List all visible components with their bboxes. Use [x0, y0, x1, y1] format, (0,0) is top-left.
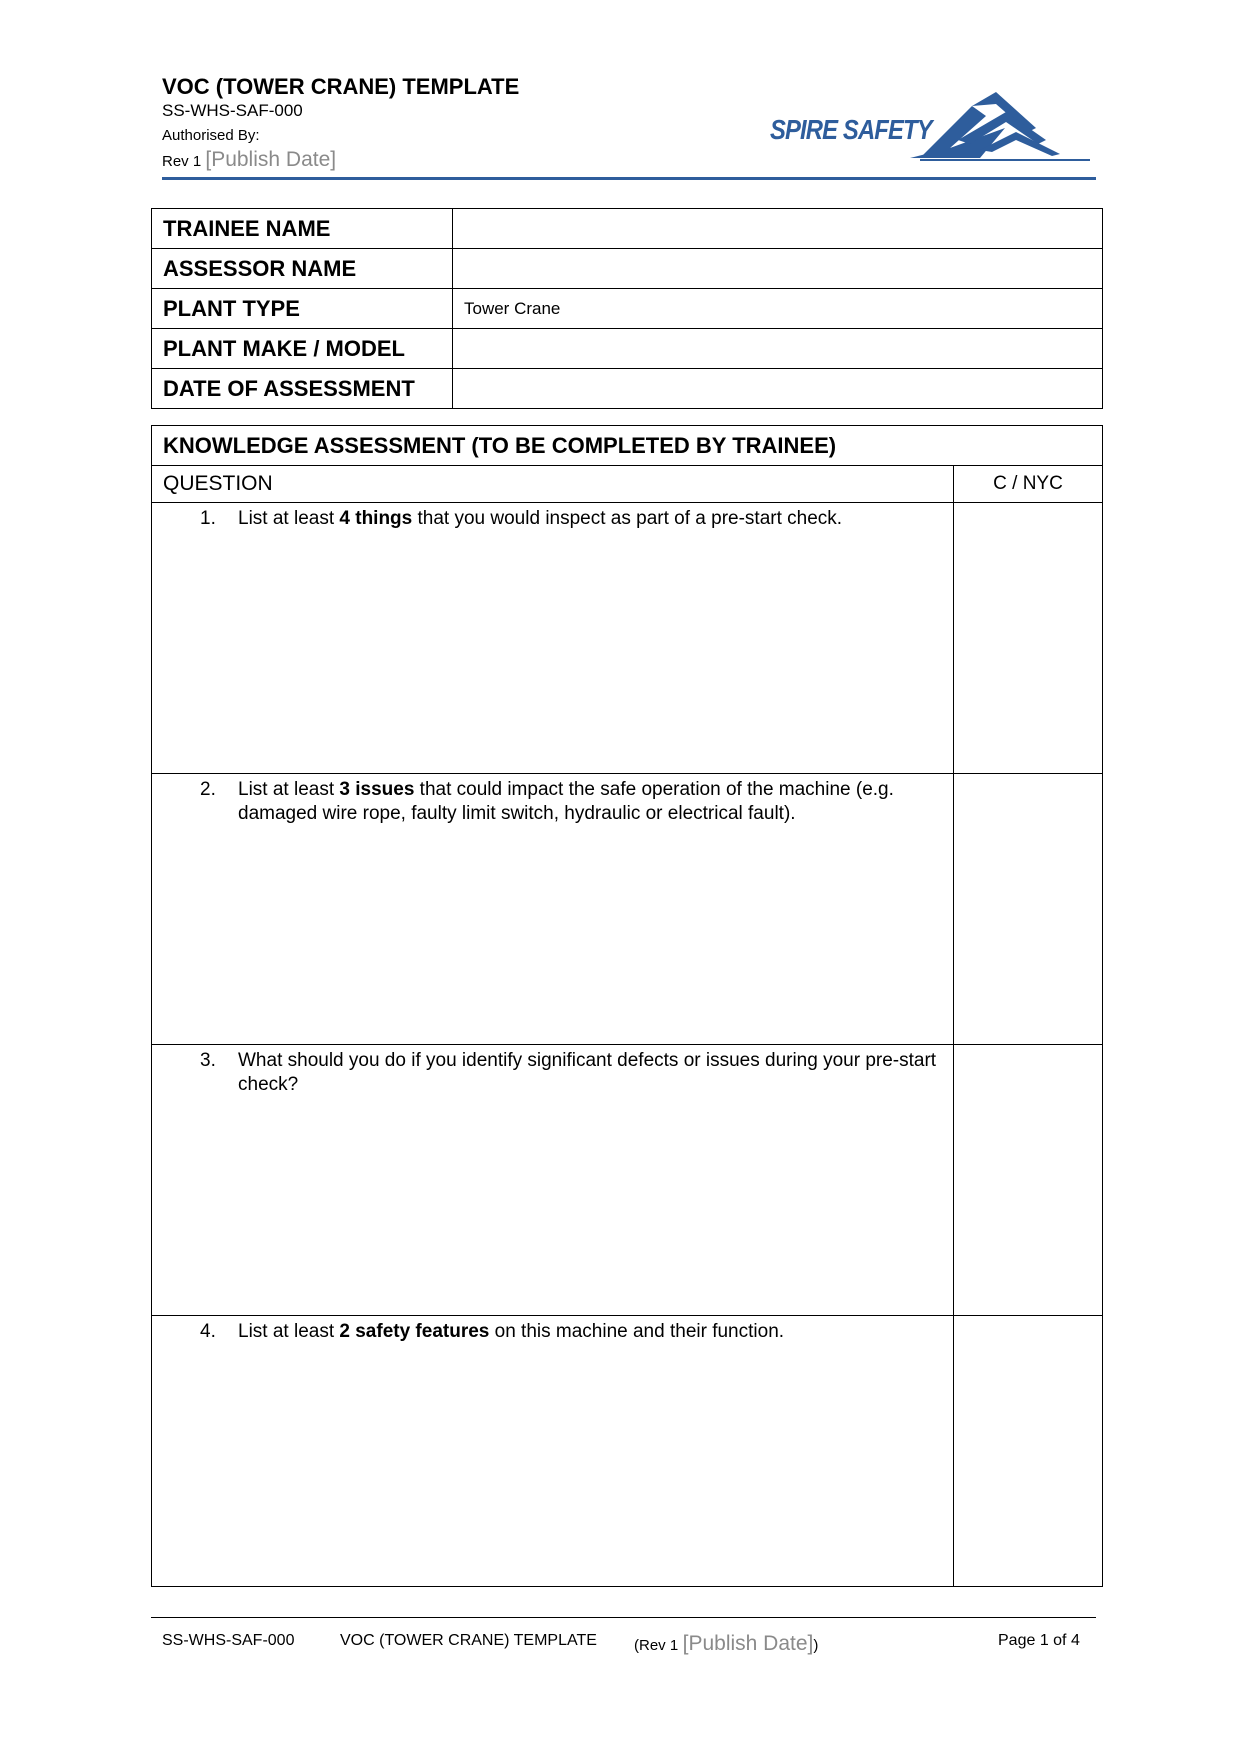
mountain-logo-icon	[910, 88, 1090, 162]
question-number: 2.	[200, 779, 216, 800]
plant-type-field[interactable]: Tower Crane	[453, 289, 1103, 329]
result-cell[interactable]	[954, 1316, 1103, 1587]
question-column-header: QUESTION	[152, 466, 954, 503]
knowledge-assessment-table	[151, 425, 1103, 1587]
table-row	[152, 249, 1103, 289]
question-number: 3.	[200, 1050, 216, 1071]
result-cell[interactable]	[954, 503, 1103, 774]
plant-type-label: PLANT TYPE	[152, 289, 453, 329]
table-row	[152, 1316, 1103, 1587]
question-cell[interactable]	[152, 503, 954, 774]
trainee-name-label: TRAINEE NAME	[152, 209, 453, 249]
question-number: 4.	[200, 1321, 216, 1342]
question-text: List at least 3 issues that could impact the safe operation of the machine (e.g. damaged wire rope, faulty limit switch, hydraulic or electrical fault).	[238, 779, 894, 824]
footer-title: VOC (TOWER CRANE) TEMPLATE	[340, 1632, 597, 1649]
revision-label: Rev 1	[162, 153, 202, 170]
question-cell[interactable]	[152, 1316, 954, 1587]
table-row	[152, 426, 1103, 466]
spire-safety-logo	[770, 88, 1090, 162]
table-row	[152, 329, 1103, 369]
date-of-assessment-field[interactable]	[453, 369, 1103, 409]
footer-revision	[634, 1632, 818, 1656]
result-column-header: C / NYC	[954, 466, 1103, 503]
result-cell[interactable]	[954, 1045, 1103, 1316]
table-row	[152, 369, 1103, 409]
table-row	[152, 209, 1103, 249]
footer-rev-open: (Rev 1	[634, 1637, 679, 1654]
authorised-by: Authorised By:	[162, 127, 260, 144]
question-cell[interactable]	[152, 774, 954, 1045]
table-row	[152, 1045, 1103, 1316]
assessor-name-field[interactable]	[453, 249, 1103, 289]
footer-publish-date: [Publish Date]	[682, 1632, 814, 1655]
assessor-name-label: ASSESSOR NAME	[152, 249, 453, 289]
question-text: What should you do if you identify significant defects or issues during your pre-start check?	[238, 1050, 937, 1095]
document-header	[162, 74, 519, 173]
trainee-info-table	[151, 208, 1103, 409]
result-cell[interactable]	[954, 774, 1103, 1045]
table-row	[152, 466, 1103, 503]
plant-make-model-label: PLANT MAKE / MODEL	[152, 329, 453, 369]
date-of-assessment-label: DATE OF ASSESSMENT	[152, 369, 453, 409]
trainee-name-field[interactable]	[453, 209, 1103, 249]
document-title: VOC (TOWER CRANE) TEMPLATE	[162, 74, 520, 99]
question-cell[interactable]	[152, 1045, 954, 1316]
question-number: 1.	[200, 508, 216, 529]
footer-rule	[151, 1617, 1096, 1618]
revision-line	[162, 149, 519, 173]
table-row	[152, 289, 1103, 329]
footer-code: SS-WHS-SAF-000	[162, 1632, 295, 1649]
logo-text: SPIRE SAFETY	[770, 114, 932, 145]
knowledge-assessment-heading: KNOWLEDGE ASSESSMENT (TO BE COMPLETED BY TRAINEE)	[152, 426, 1103, 466]
table-row	[152, 774, 1103, 1045]
footer-rev-close: )	[813, 1637, 819, 1654]
question-text: List at least 4 things that you would inspect as part of a pre-start check.	[238, 508, 843, 529]
document-code: SS-WHS-SAF-000	[162, 101, 303, 120]
table-row	[152, 503, 1103, 774]
publish-date-placeholder: [Publish Date]	[205, 148, 337, 171]
header-rule	[162, 177, 1096, 180]
footer-page-number: Page 1 of 4	[998, 1632, 1080, 1649]
question-text: List at least 2 safety features on this machine and their function.	[238, 1321, 785, 1342]
plant-make-model-field[interactable]	[453, 329, 1103, 369]
